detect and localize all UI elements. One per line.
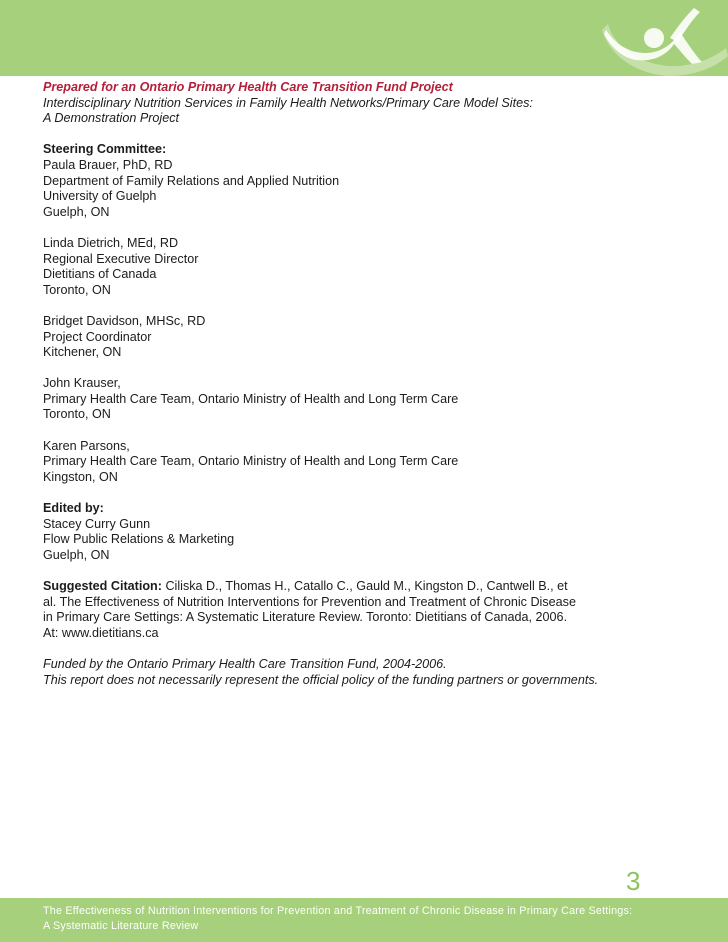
member-detail: Dietitians of Canada [43,267,157,282]
person-figure-icon [596,4,728,76]
member-location: Toronto, ON [43,282,111,297]
member-location: Toronto, ON [43,407,111,422]
member-name: Paula Brauer, PhD, RD [43,157,173,172]
member-detail: Regional Executive Director [43,251,199,266]
member-location: Guelph, ON [43,204,110,219]
citation-url: At: www.dietitians.ca [43,625,159,640]
funding-line-2: This report does not necessarily represent the official policy of the funding partners or governments. [43,672,599,687]
committee-member [43,314,693,361]
member-detail: Project Coordinator [43,329,152,344]
funding-line-1: Funded by the Ontario Primary Health Care Transition Fund, 2004-2006. [43,656,447,671]
steering-committee-section [43,142,693,220]
member-location: Kitchener, ON [43,345,122,360]
footer-running-title [43,904,632,934]
page-number: 3 [626,866,641,896]
citation-label: Suggested Citation: [43,579,162,593]
committee-member [43,236,693,298]
editor-company: Flow Public Relations & Marketing [43,532,235,547]
project-title: Prepared for an Ontario Primary Health Care Transition Fund Project [43,80,453,94]
citation-line-3: in Primary Care Settings: A Systematic Literature Review. Toronto: Dietitians of Canada, 2006. [43,610,568,625]
committee-member [43,439,693,486]
member-detail: Primary Health Care Team, Ontario Ministry of Health and Long Term Care [43,454,459,469]
citation-line-1 [43,579,693,595]
committee-member [43,376,693,423]
member-name: Karen Parsons, [43,438,130,453]
member-detail: University of Guelph [43,189,157,204]
footer-line-1: The Effectiveness of Nutrition Interventions for Prevention and Treatment of Chronic Disease in Primary Care Settings: [43,905,633,917]
funding-note [43,657,693,688]
member-detail: Primary Health Care Team, Ontario Ministry of Health and Long Term Care [43,391,459,406]
member-location: Kingston, ON [43,469,118,484]
member-name: Linda Dietrich, MEd, RD [43,235,179,250]
project-subtitle-line-2: A Demonstration Project [43,111,180,126]
editor-location: Guelph, ON [43,547,110,562]
citation-text: Ciliska D., Thomas H., Catallo C., Gauld M., Kingston D., Cantwell B., et [161,579,568,593]
member-detail: Department of Family Relations and Applied Nutrition [43,173,340,188]
member-name: John Krauser, [43,376,121,391]
member-name: Bridget Davidson, MHSc, RD [43,313,206,328]
document-body [43,80,693,688]
editor-name: Stacey Curry Gunn [43,516,151,531]
steering-committee-heading: Steering Committee: [43,142,167,157]
project-subtitle-line-1: Interdisciplinary Nutrition Services in Family Health Networks/Primary Care Model Sites: [43,95,533,110]
footer-line-2: A Systematic Literature Review [43,920,199,933]
edited-by-heading: Edited by: [43,501,104,516]
citation-section [43,579,693,641]
edited-by-section [43,501,693,563]
citation-line-2: al. The Effectiveness of Nutrition Interventions for Prevention and Treatment of Chronic Disease [43,594,576,609]
